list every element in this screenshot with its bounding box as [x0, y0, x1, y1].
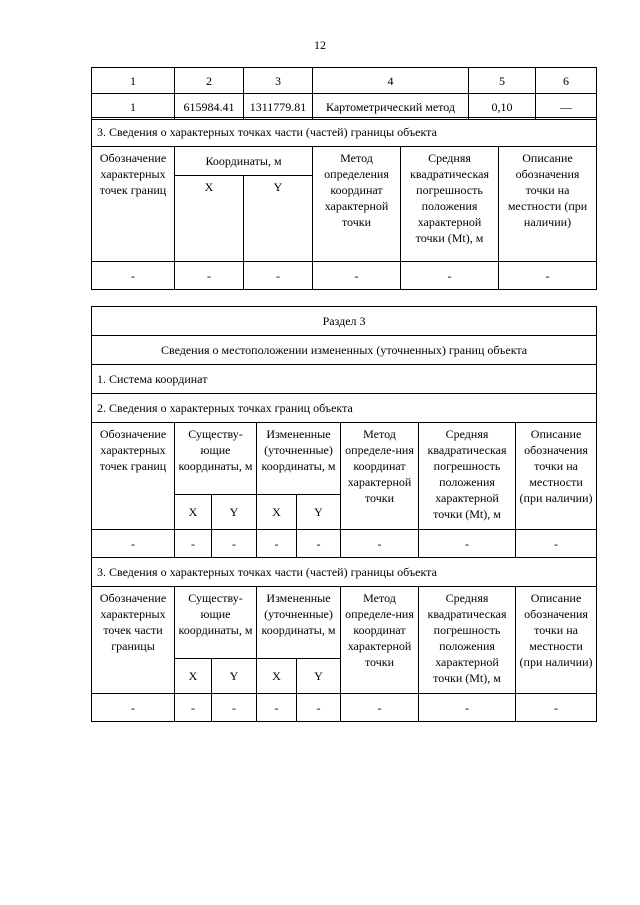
header-designation: Обозначение характерных точек части границы — [92, 587, 175, 694]
header-existing: Существу-ющие координаты, м — [175, 423, 257, 495]
header-description: Описание обозначения точки на местности (при наличии) — [499, 147, 597, 262]
table-cell: 0,10 — [469, 94, 536, 120]
header-description: Описание обозначения точки на местности (при наличии) — [516, 587, 597, 694]
header-designation: Обозначение характерных точек границ — [92, 423, 175, 530]
table-cell: - — [419, 530, 516, 558]
table-cell: - — [401, 262, 499, 290]
table-cell: - — [419, 694, 516, 722]
header-designation: Обозначение характерных точек границ — [92, 147, 175, 262]
header-error: Средняя квадратическая погрешность положения характерной точки (Mt), м — [419, 587, 516, 694]
section3-table — [91, 306, 597, 722]
part-points-item: 3. Сведения о характерных точках части (частей) границы объекта — [92, 558, 597, 587]
table-cell: — — [536, 94, 597, 120]
section-title: Раздел 3 — [92, 307, 597, 336]
table-cell: - — [175, 530, 212, 558]
header-description: Описание обозначения точки на местности (при наличии) — [516, 423, 597, 530]
table-cell: 615984.41 — [175, 94, 244, 120]
header-existing: Существу-ющие координаты, м — [175, 587, 257, 659]
table-cell: - — [341, 694, 419, 722]
table-row — [92, 262, 597, 290]
header-y: Y — [212, 659, 257, 694]
section-title-row — [92, 118, 597, 147]
col-number-cell: 6 — [536, 68, 597, 94]
table-cell: - — [92, 530, 175, 558]
table-cell: - — [297, 694, 341, 722]
table-cell: - — [257, 530, 297, 558]
col-number-cell: 5 — [469, 68, 536, 94]
header-method: Метод определе-ния координат характерной точки — [341, 587, 419, 694]
col-number-cell: 1 — [92, 68, 175, 94]
coordinate-system-item: 1. Система координат — [92, 365, 597, 394]
table-cell: - — [175, 694, 212, 722]
section-subtitle: Сведения о местоположении измененных (уточненных) границ объекта — [92, 336, 597, 365]
table-cell: - — [257, 694, 297, 722]
header-changed: Измененные (уточненные) координаты, м — [257, 423, 341, 495]
col-number-cell: 3 — [244, 68, 313, 94]
table-cell: - — [516, 530, 597, 558]
part-points-table — [91, 117, 597, 290]
table-cell: 1311779.81 — [244, 94, 313, 120]
table-row — [92, 530, 597, 558]
header-error: Средняя квадратическая погрешность положения характерной точки (Mt), м — [401, 147, 499, 262]
boundary-points-item: 2. Сведения о характерных точках границ объекта — [92, 394, 597, 423]
table-row — [92, 694, 597, 722]
table-cell: 1 — [92, 94, 175, 120]
table-row — [92, 94, 597, 120]
header-changed: Измененные (уточненные) координаты, м — [257, 587, 341, 659]
header-y: Y — [212, 495, 257, 530]
header-x: X — [175, 495, 212, 530]
header-x: X — [175, 176, 244, 262]
table-cell: - — [175, 262, 244, 290]
table-cell: - — [499, 262, 597, 290]
coordinates-table-continued — [91, 67, 597, 120]
header-y: Y — [297, 495, 341, 530]
table-cell: - — [341, 530, 419, 558]
header-x: X — [175, 659, 212, 694]
header-y: Y — [244, 176, 313, 262]
header-x: X — [257, 659, 297, 694]
header-error: Средняя квадратическая погрешность положения характерной точки (Mt), м — [419, 423, 516, 530]
table-cell: - — [297, 530, 341, 558]
header-x: X — [257, 495, 297, 530]
page-number: 12 — [314, 38, 326, 52]
table-cell: - — [212, 694, 257, 722]
table-cell: - — [212, 530, 257, 558]
header-method: Метод определения координат характерной точки — [313, 147, 401, 262]
section-title: 3. Сведения о характерных точках части (частей) границы объекта — [92, 118, 597, 147]
header-method: Метод определе-ния координат характерной точки — [341, 423, 419, 530]
header-y: Y — [297, 659, 341, 694]
table-cell: Картометрический метод — [313, 94, 469, 120]
table-cell: - — [92, 262, 175, 290]
table-cell: - — [313, 262, 401, 290]
table-cell: - — [244, 262, 313, 290]
col-number-cell: 4 — [313, 68, 469, 94]
table-cell: - — [92, 694, 175, 722]
col-number-cell: 2 — [175, 68, 244, 94]
header-coords: Координаты, м — [175, 147, 313, 176]
column-number-row — [92, 68, 597, 94]
table-cell: - — [516, 694, 597, 722]
